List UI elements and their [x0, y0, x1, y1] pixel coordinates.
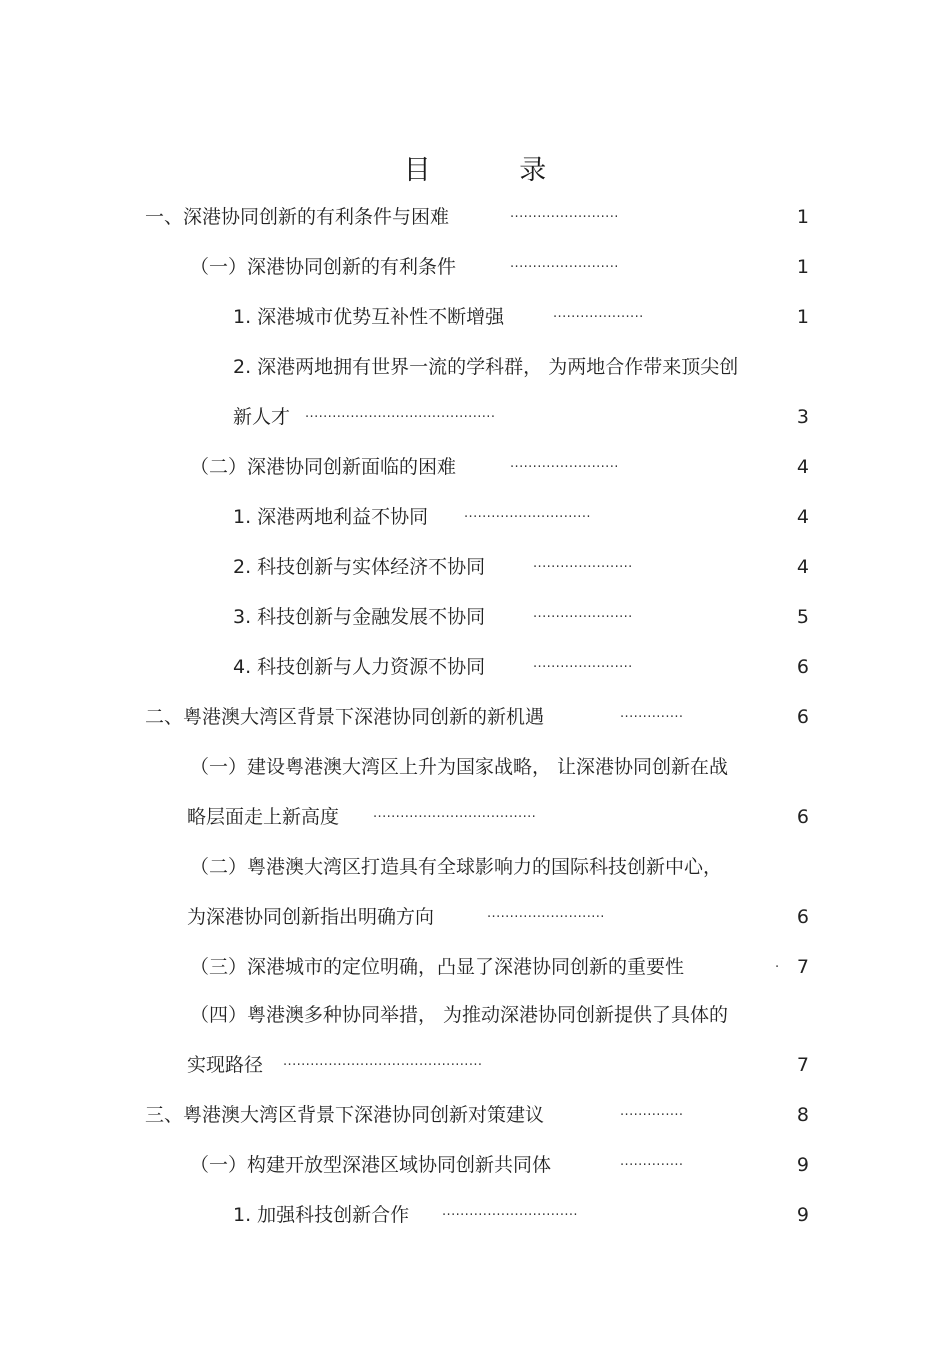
toc-entry-leader: ..........................................	[305, 406, 496, 421]
toc-entry-leader: ......................	[533, 656, 633, 671]
toc-entry[interactable]	[190, 452, 825, 482]
toc-entry-page: 6	[796, 706, 809, 728]
toc-entry[interactable]	[233, 302, 825, 332]
toc-entry-leader: ......................	[533, 606, 633, 621]
toc-entry-page: 4	[796, 456, 809, 478]
toc-entry-leader: ....................	[553, 306, 644, 321]
toc-entry-leader: ....................................	[373, 806, 537, 821]
toc-entry-text: 1. 加强科技创新合作	[233, 1204, 410, 1226]
toc-entry-text: （二）深港协同创新面临的困难	[190, 456, 457, 478]
toc-entry-leader: ........................	[510, 456, 619, 471]
toc-entry-page: 7	[796, 1054, 809, 1076]
toc-entry-text: （一）建设粤港澳大湾区上升为国家战略， 让深港协同创新在战	[190, 756, 729, 778]
toc-entry-page: 1	[796, 256, 809, 278]
toc-entry-leader: ..............	[620, 1104, 684, 1119]
toc-entry-leader: ..............	[620, 1154, 684, 1169]
toc-entry-text: 实现路径	[187, 1054, 264, 1076]
toc-entry-leader: ..............................	[442, 1204, 578, 1219]
toc-entry-page: 4	[796, 506, 809, 528]
toc-entry[interactable]	[233, 352, 825, 382]
toc-entry-text: 2. 科技创新与实体经济不协同	[233, 556, 486, 578]
toc-entry[interactable]	[233, 402, 825, 432]
toc-entry-text: 4. 科技创新与人力资源不协同	[233, 656, 486, 678]
toc-entry-page: 9	[796, 1204, 809, 1226]
toc-entry-page: 7	[796, 956, 809, 978]
toc-entry-text: 为深港协同创新指出明确方向	[187, 906, 435, 928]
toc-entry-text: 一、深港协同创新的有利条件与困难	[145, 206, 450, 228]
toc-entry[interactable]	[190, 752, 825, 782]
toc-entry-leader: ......................	[533, 556, 633, 571]
toc-entry[interactable]	[233, 552, 825, 582]
toc-entry-text: （二）粤港澳大湾区打造具有全球影响力的国际科技创新中心，	[190, 856, 723, 878]
toc-entry-page: 3	[796, 406, 809, 428]
toc-entry[interactable]	[233, 602, 825, 632]
toc-entry-page: 6	[796, 906, 809, 928]
toc-entry[interactable]	[187, 802, 825, 832]
toc-entry-page: 9	[796, 1154, 809, 1176]
toc-entry-leader: ........................	[510, 256, 619, 271]
toc-entry-text: 略层面走上新高度	[187, 806, 340, 828]
toc-entry-text: 3. 科技创新与金融发展不协同	[233, 606, 486, 628]
toc-entry[interactable]	[187, 902, 825, 932]
toc-entry[interactable]	[190, 252, 825, 282]
toc-entry-leader: ............................................	[283, 1054, 483, 1069]
toc-entry[interactable]	[145, 702, 825, 732]
toc-entry-text: 2. 深港两地拥有世界一流的学科群， 为两地合作带来顶尖创	[233, 356, 739, 378]
toc-entry-text: 1. 深港两地利益不协同	[233, 506, 429, 528]
toc-entry-leader: ..........................	[487, 906, 605, 921]
toc-entry[interactable]	[190, 952, 825, 982]
toc-entry-leader: ............................	[464, 506, 591, 521]
toc-entry[interactable]	[190, 1150, 825, 1180]
toc-entry-page: 5	[796, 606, 809, 628]
toc-entry-page: 8	[796, 1104, 809, 1126]
toc-entry-text: （四）粤港澳多种协同举措， 为推动深港协同创新提供了具体的	[190, 1004, 729, 1026]
toc-entry-leader: .	[775, 956, 780, 971]
toc-entry-text: 三、粤港澳大湾区背景下深港协同创新对策建议	[145, 1104, 545, 1126]
toc-entry[interactable]	[190, 1000, 825, 1030]
toc-entry-leader: ..............	[620, 706, 684, 721]
toc-entry-text: （三）深港城市的定位明确，凸显了深港协同创新的重要性	[190, 956, 685, 978]
toc-entry-page: 4	[796, 556, 809, 578]
toc-entry-page: 6	[796, 656, 809, 678]
toc-entry-text: 1. 深港城市优势互补性不断增强	[233, 306, 505, 328]
toc-entry-leader: ........................	[510, 206, 619, 221]
toc-entry-page: 1	[796, 206, 809, 228]
toc-entry[interactable]	[190, 852, 825, 882]
toc-entry[interactable]	[145, 1100, 825, 1130]
toc-entry[interactable]	[145, 202, 825, 232]
toc-title: 目 录	[403, 155, 587, 186]
toc-entry[interactable]	[233, 1200, 825, 1230]
toc-entry-page: 1	[796, 306, 809, 328]
toc-entry-text: 二、粤港澳大湾区背景下深港协同创新的新机遇	[145, 706, 545, 728]
toc-entry-text: 新人才	[233, 406, 291, 428]
toc-entry-page: 6	[796, 806, 809, 828]
toc-entry[interactable]	[233, 502, 825, 532]
toc-entry[interactable]	[233, 652, 825, 682]
toc-entry-text: （一）深港协同创新的有利条件	[190, 256, 457, 278]
toc-entry[interactable]	[187, 1050, 825, 1080]
toc-entry-text: （一）构建开放型深港区域协同创新共同体	[190, 1154, 552, 1176]
